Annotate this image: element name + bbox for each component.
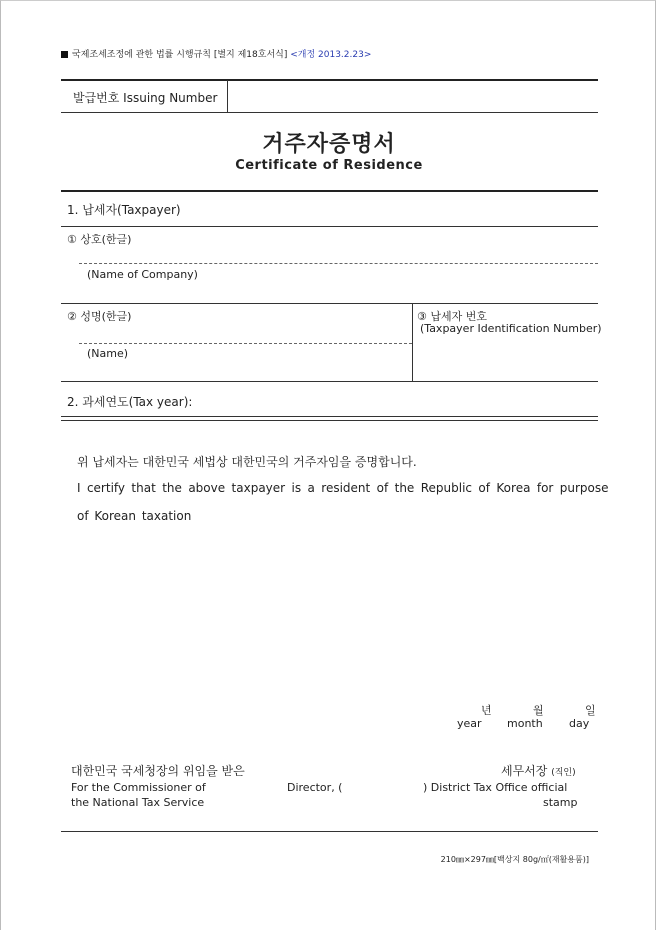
title-english: Certificate of Residence: [235, 158, 423, 173]
issuing-number-divider: [227, 80, 228, 112]
section1-bottom-rule: [61, 381, 598, 382]
section2-rule-1: [61, 416, 598, 417]
certification-english-line1: I certify that the above taxpayer is a resident of the Republic of Korea for purpose: [77, 481, 609, 495]
date-day-en: day: [569, 717, 590, 730]
tin-label-en: (Taxpayer Identification Number): [420, 322, 602, 335]
signature-en-director: Director, (: [287, 781, 343, 794]
company-dashed-rule: [79, 263, 598, 264]
name-dashed-rule: [79, 343, 412, 344]
certification-english-line2: of Korean taxation: [77, 509, 192, 523]
signature-en-district-office: ) District Tax Office official: [423, 781, 568, 794]
black-square-icon: [61, 51, 68, 58]
tin-label-ko: ③ 납세자 번호: [417, 310, 487, 323]
signature-en-left-1: For the Commissioner of: [71, 781, 206, 794]
top-rule: [61, 79, 598, 81]
section1-top-rule: [61, 190, 598, 192]
issuing-number-label: 발급번호 Issuing Number: [73, 91, 218, 105]
company-bottom-rule: [61, 303, 598, 304]
section1-title: 1. 납세자(Taxpayer): [67, 203, 181, 217]
date-year-ko: 년: [481, 704, 492, 717]
tin-divider: [412, 303, 413, 381]
company-name-label-en: (Name of Company): [87, 268, 198, 281]
date-month-en: month: [507, 717, 543, 730]
certification-korean: 위 납세자는 대한민국 세법상 대한민국의 거주자임을 증명합니다.: [77, 455, 417, 469]
date-day-ko: 일: [585, 704, 596, 717]
title-korean: 거주자증명서: [262, 132, 396, 157]
section2-rule-2: [61, 420, 598, 421]
section1-title-rule: [61, 226, 598, 227]
date-month-ko: 월: [533, 704, 544, 717]
official-seal-ko: (직인): [551, 768, 576, 778]
form-reference: [61, 47, 371, 60]
name-label-ko: ② 성명(한글): [67, 310, 132, 323]
name-label-en: (Name): [87, 347, 129, 360]
signature-ko-left: 대한민국 국세청장의 위임을 받은: [71, 764, 245, 778]
tax-office-director-ko: 세무서장: [501, 764, 548, 778]
paper-spec-footer: 210㎜×297㎜[백상지 80g/㎡(재활용품)]: [440, 855, 589, 864]
signature-en-left-2: the National Tax Service: [71, 796, 205, 809]
bottom-rule: [61, 831, 598, 832]
signature-ko-right: [501, 762, 576, 779]
company-name-label-ko: ① 상호(한글): [67, 233, 132, 246]
signature-en-stamp: stamp: [543, 796, 578, 809]
section2-tax-year-label: 2. 과세연도(Tax year):: [67, 395, 193, 409]
form-reference-text: 국제조세조정에 관한 법률 시행규칙 [별지 제18호서식]: [72, 50, 288, 60]
amendment-date: <개정 2013.2.23>: [290, 50, 372, 60]
date-year-en: year: [457, 717, 482, 730]
issuing-number-bottom-rule: [61, 112, 598, 113]
